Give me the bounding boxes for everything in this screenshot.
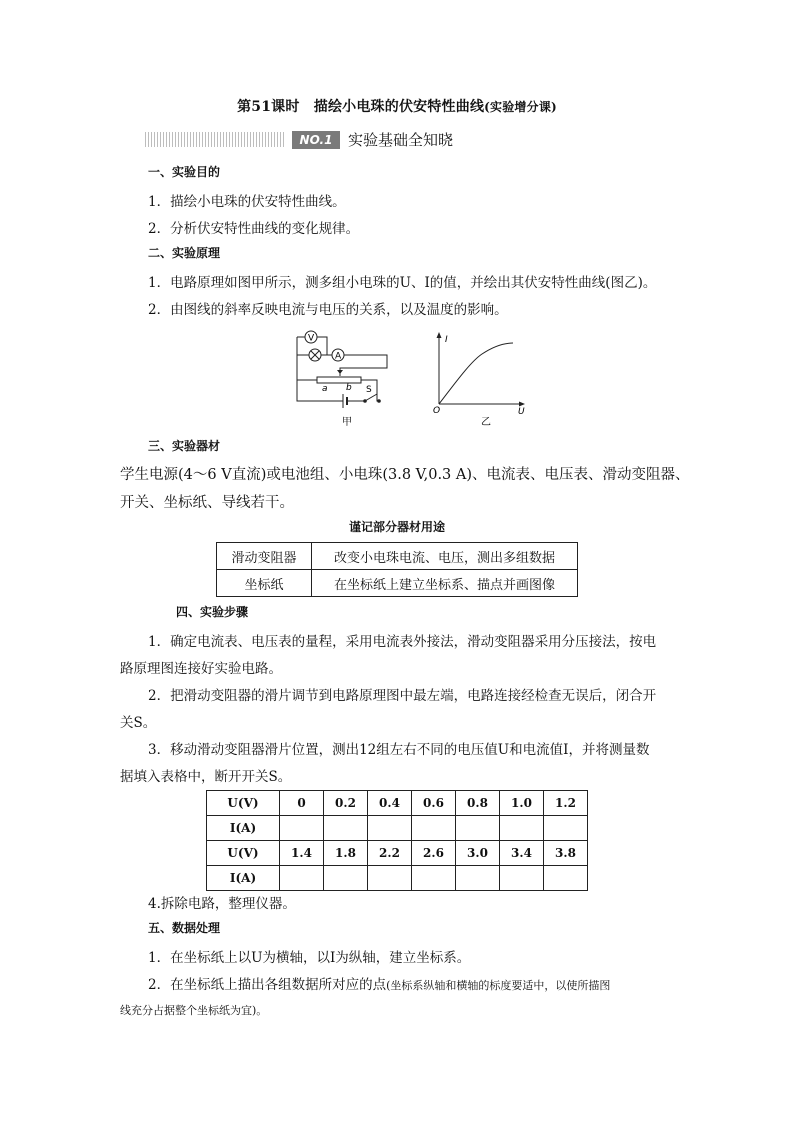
i-empty-cell [544,866,588,891]
i-header-cell: I(A) [207,816,280,841]
u-value-cell: 1.8 [324,841,368,866]
table-row [217,543,578,570]
heading-data-processing: 五、数据处理 [148,921,221,935]
step-3-line-1: 3．移动滑动变阻器滑片位置，测出12组左右不同的电压值U和电流值I，并将测量数 [148,742,650,758]
caption-jia: 甲 [342,417,352,428]
i-empty-cell [412,866,456,891]
equipment-name-cell: 滑动变阻器 [217,543,312,570]
u-value-cell: 1.4 [280,841,324,866]
purpose-item-1: 1．描绘小电珠的伏安特性曲线。 [148,194,346,210]
u-value-cell: 0.2 [324,791,368,816]
i-empty-cell [544,816,588,841]
table-row [207,816,588,841]
u-value-cell: 3.4 [500,841,544,866]
page-title [0,96,794,116]
title-main: 第51课时 描绘小电珠的伏安特性曲线 [237,99,485,115]
step-2-line-1: 2．把滑动变阻器的滑片调节到电路原理图中最左端，电路连接经检查无误后，闭合开 [148,688,657,704]
u-axis-arrow [519,402,525,407]
equipment-name-cell: 坐标纸 [217,570,312,597]
switch-icon [365,394,377,401]
table-row [217,570,578,597]
rheostat-icon [317,377,361,383]
i-empty-cell [368,816,412,841]
iv-curve [439,343,513,404]
u-value-cell: 0.8 [456,791,500,816]
point-a-label: a [322,384,328,394]
section-banner [145,128,497,152]
equipment-use-cell: 在坐标纸上建立坐标系、描点并画图像 [312,570,578,597]
i-empty-cell [368,866,412,891]
ammeter-wire [340,355,387,376]
voltmeter-label: V [308,333,315,344]
heading-equipment: 三、实验器材 [148,439,221,453]
u-value-cell: 3.0 [456,841,500,866]
banner-number: NO.1 [292,131,340,149]
equipment-use-table [216,542,578,597]
banner-label: 实验基础全知晓 [348,131,454,149]
i-empty-cell [412,816,456,841]
purpose-item-2: 2．分析伏安特性曲线的变化规律。 [148,221,360,237]
i-empty-cell [500,866,544,891]
i-empty-cell [324,816,368,841]
point-b-label: b [346,383,352,393]
iu-graph-yi [439,336,521,404]
measurement-table [206,790,588,891]
data-step-2-text: 2．在坐标纸上描出各组数据所对应的点 [148,977,387,993]
slider-arrow-icon [337,370,343,374]
u-value-cell: 2.2 [368,841,412,866]
principle-item-2: 2．由图线的斜率反映电流与电压的关系，以及温度的影响。 [148,302,508,318]
u-header-cell: U(V) [207,841,280,866]
step-3-line-2: 据填入表格中，断开开关S。 [120,769,292,785]
heading-steps: 四、实验步骤 [176,605,249,619]
u-header-cell: U(V) [207,791,280,816]
data-step-2-line-2: 线充分占据整个坐标纸为宜)。 [120,1004,268,1017]
equipment-line-1: 学生电源(4～6 V直流)或电池组、小电珠(3.8 V,0.3 A)、电流表、电压表、滑动变阻器、 [120,467,690,483]
left-wire [297,337,317,401]
i-empty-cell [324,866,368,891]
i-header-cell: I(A) [207,866,280,891]
u-value-cell: 1.0 [500,791,544,816]
step-2-line-2: 关S。 [120,715,157,731]
caption-yi: 乙 [481,417,491,428]
data-step-2-line-1 [148,973,610,993]
i-axis-arrow [437,332,442,338]
u-value-cell: 0.4 [368,791,412,816]
step-1-line-2: 路原理图连接好实验电路。 [120,661,282,677]
equipment-use-cell: 改变小电珠电流、电压，测出多组数据 [312,543,578,570]
u-value-cell: 1.2 [544,791,588,816]
equipment-table-title: 谨记部分器材用途 [348,520,445,534]
data-step-2-note: (坐标系纵轴和横轴的标度要适中，以使所描图 [386,979,611,992]
i-empty-cell [456,816,500,841]
axis-i-label: I [445,335,448,345]
i-empty-cell [500,816,544,841]
i-empty-cell [456,866,500,891]
step-1-line-1: 1．确定电流表、电压表的量程，采用电流表外接法，滑动变阻器采用分压接法，按电 [148,634,657,650]
u-value-cell: 0 [280,791,324,816]
switch-pivot [364,400,367,403]
i-empty-cell [280,866,324,891]
i-empty-cell [280,816,324,841]
title-sub: (实验增分课) [484,100,557,114]
table-row [207,866,588,891]
u-value-cell: 2.6 [412,841,456,866]
circuit-and-graph-figure [285,322,545,432]
equipment-line-2: 开关、坐标纸、导线若干。 [120,495,294,511]
table-row [207,791,588,816]
data-step-1: 1．在坐标纸上以U为横轴，以I为纵轴，建立坐标系。 [148,950,471,966]
banner-hatch [145,132,285,147]
step-4: 4.拆除电路，整理仪器。 [148,896,296,912]
principle-item-1: 1．电路原理如图甲所示，测多组小电珠的U、I的值，并绘出其伏安特性曲线(图乙)。 [148,275,657,291]
heading-principle: 二、实验原理 [148,246,221,260]
u-value-cell: 0.6 [412,791,456,816]
switch-contact [378,400,381,403]
origin-label: O [433,406,441,416]
ammeter-label: A [335,351,342,362]
u-value-cell: 3.8 [544,841,588,866]
switch-label: S [366,385,372,395]
axis-u-label: U [518,407,525,417]
heading-purpose: 一、实验目的 [148,165,221,179]
table-row [207,841,588,866]
